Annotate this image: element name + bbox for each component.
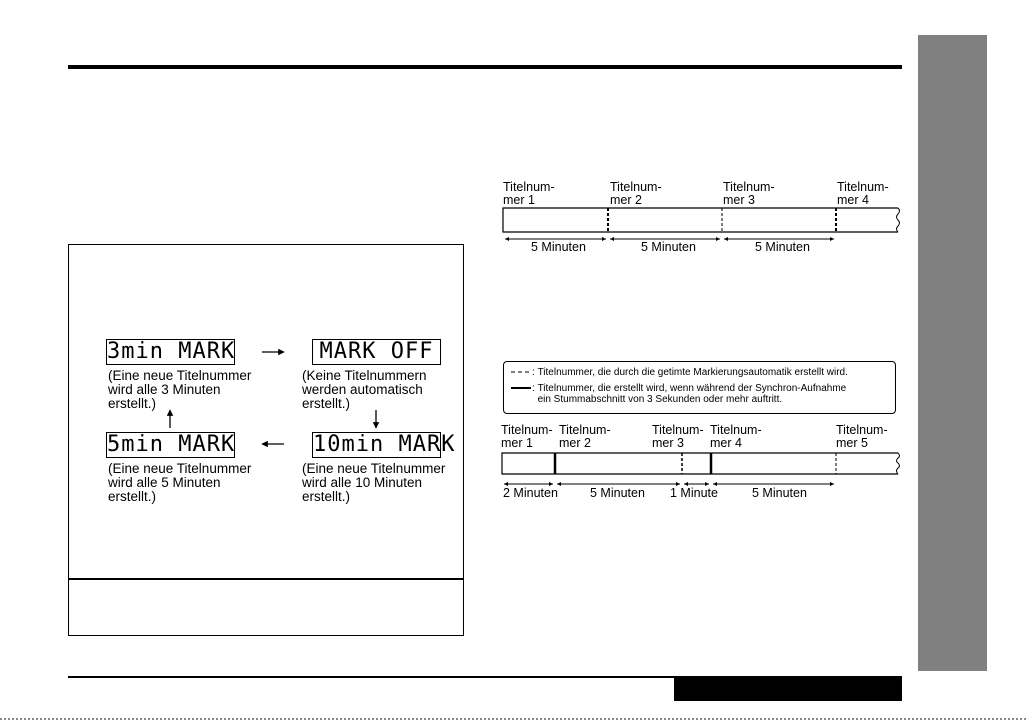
- legend-solid-text: Titelnummer, die erstellt wird, wenn während der Synchron-Aufnahme ein Stummabschnitt von 3 Sekunden oder mehr auftritt.: [537, 383, 847, 405]
- caption-3min: (Eine neue Titelnummer wird alle 3 Minuten erstellt.): [108, 368, 252, 411]
- timeline1-duration-3: 5 Minuten: [755, 240, 810, 254]
- timeline2-label-5: Titelnum- mer 5: [836, 423, 888, 450]
- timeline2-duration-3: 1 Minute: [670, 486, 718, 500]
- timeline1-label-1: Titelnum- mer 1: [503, 180, 555, 207]
- timeline2-duration-1: 2 Minuten: [503, 486, 558, 500]
- legend-dashed-row: : Titelnummer, die durch die getimte Markierungsautomatik erstellt wird.: [510, 367, 848, 378]
- caption-5min: (Eine neue Titelnummer wird alle 5 Minuten erstellt.): [108, 461, 252, 504]
- timeline1-label-3: Titelnum- mer 3: [723, 180, 775, 207]
- tape-end-break-icon: [897, 453, 900, 474]
- timeline2-duration-4: 5 Minuten: [752, 486, 807, 500]
- legend-dashed-text: Titelnummer, die durch die getimte Markierungsautomatik erstellt wird.: [537, 367, 848, 378]
- timeline1-duration-2: 5 Minuten: [641, 240, 696, 254]
- timeline2-duration-2: 5 Minuten: [590, 486, 645, 500]
- timeline1-label-4: Titelnum- mer 4: [837, 180, 889, 207]
- timeline2-label-3: Titelnum- mer 3: [652, 423, 704, 450]
- lcd-5min-mark: 5min MARK: [107, 432, 236, 457]
- caption-10min: (Eine neue Titelnummer wird alle 10 Minuten erstellt.): [302, 461, 446, 504]
- lcd-10min-mark: 10min MARK: [313, 432, 456, 457]
- timeline1-duration-1: 5 Minuten: [531, 240, 586, 254]
- timeline2-label-1: Titelnum- mer 1: [501, 423, 553, 450]
- lcd-mark-off: MARK OFF: [312, 339, 441, 365]
- timeline2-tape: [502, 453, 898, 474]
- lcd-3min-mark: 3min MARK: [107, 339, 236, 364]
- caption-mark-off: (Keine Titelnummern werden automatisch erstellt.): [302, 368, 427, 411]
- legend-solid-row: : Titelnummer, die erstellt wird, wenn während der Synchron-Aufnahme ein Stummabschnitt von 3 Sekunden oder mehr auftritt.: [510, 383, 846, 405]
- timeline1-label-2: Titelnum- mer 2: [610, 180, 662, 207]
- timeline2-label-4: Titelnum- mer 4: [710, 423, 762, 450]
- timeline2-label-2: Titelnum- mer 2: [559, 423, 611, 450]
